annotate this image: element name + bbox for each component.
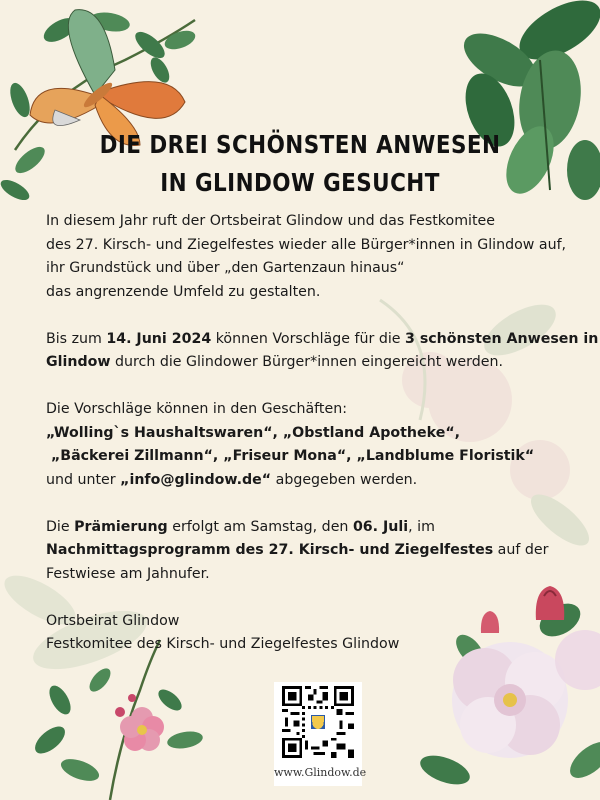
deadline-text: können Vorschläge für die	[211, 330, 406, 347]
signature-line: Ortsbeirat Glindow	[46, 612, 180, 629]
signature-line: Festkomitee des Kirsch- und Ziegelfestes Glindow	[46, 636, 400, 652]
deadline-paragraph	[46, 328, 599, 375]
submission-text: abgegeben werden.	[271, 471, 418, 488]
deadline-highlight: Glindow	[46, 354, 111, 370]
shop-list: „Bäckerei Zillmann“, „Friseur Mona“, „Landblume Floristik“	[46, 448, 535, 464]
title-line-2: IN GLINDOW GESUCHT	[160, 168, 440, 197]
deadline-text: durch die Glindower Bürger*innen eingereicht werden.	[110, 354, 503, 370]
page-title	[42, 126, 558, 202]
award-location: Festwiese am Jahnufer.	[46, 565, 210, 582]
shop-list: „Wolling`s Haushaltswaren“, „Obstland Apotheke“,	[46, 424, 461, 441]
award-program: Nachmittagsprogramm des 27. Kirsch- und Ziegelfestes	[46, 542, 494, 558]
intro-line: des 27. Kirsch- und Ziegelfestes wieder alle Bürger*innen in Glindow auf,	[46, 236, 567, 253]
deadline-date: 14. Juni 2024	[106, 330, 212, 347]
deadline-text: Bis zum	[46, 330, 107, 347]
intro-line: das angrenzende Umfeld zu gestalten.	[46, 283, 321, 300]
qr-code-icon[interactable]	[282, 686, 354, 758]
deadline-highlight: 3 schönsten Anwesen in	[405, 330, 599, 347]
qr-code-card[interactable]	[274, 682, 367, 786]
submission-intro: Die Vorschläge können in den Geschäften:	[46, 401, 347, 417]
award-date: 06. Juli	[352, 518, 409, 535]
award-text: , im	[408, 518, 435, 535]
title-line-1: DIE DREI SCHÖNSTEN ANWESEN	[99, 130, 501, 159]
intro-line: In diesem Jahr ruft der Ortsbeirat Glindow und das Festkomitee	[46, 213, 495, 229]
award-paragraph	[46, 516, 586, 587]
signature	[46, 610, 586, 657]
intro-paragraph	[46, 210, 586, 304]
award-text: Die	[46, 518, 75, 535]
award-text: erfolgt am Samstag, den	[167, 518, 353, 535]
letter-body	[46, 210, 599, 680]
website-caption[interactable]: www.Glindow.de	[274, 766, 367, 779]
submission-paragraph	[46, 398, 586, 492]
email-link[interactable]: „info@glindow.de“	[120, 471, 272, 488]
intro-line: ihr Grundstück und über „den Gartenzaun hinaus“	[46, 260, 405, 276]
submission-text: und unter	[46, 471, 121, 488]
award-text: auf der	[493, 542, 549, 558]
award-keyword: Prämierung	[74, 518, 168, 535]
